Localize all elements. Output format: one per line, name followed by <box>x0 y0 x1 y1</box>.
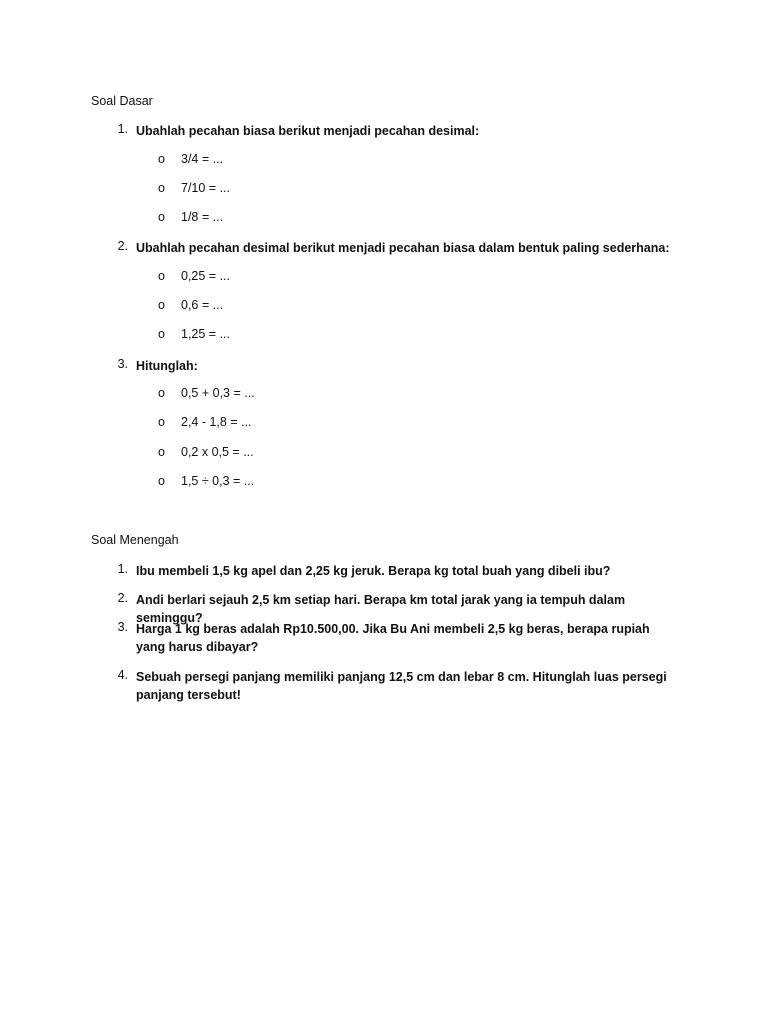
question-text: Hitunglah: <box>136 359 198 373</box>
sub-item <box>158 181 230 195</box>
sub-item <box>158 415 252 429</box>
question-text: Sebuah persegi panjang memiliki panjang 12,5 cm dan lebar 8 cm. Hitunglah luas persegi panjang tersebut! <box>136 670 667 702</box>
question-number: 1. <box>117 562 128 576</box>
question-number: 4. <box>117 668 128 682</box>
sub-item-text: 2,4 - 1,8 = ... <box>181 415 252 429</box>
question-text: Ubahlah pecahan biasa berikut menjadi pecahan desimal: <box>136 124 480 138</box>
sub-item-text: 1,5 ÷ 0,3 = ... <box>181 474 255 488</box>
sub-item-text: 0,5 + 0,3 = ... <box>181 386 255 400</box>
bullet-marker: o <box>158 415 165 429</box>
question-number: 3. <box>117 357 128 371</box>
question-number: 1. <box>117 122 128 136</box>
section-heading-soal-menengah: Soal Menengah <box>91 533 179 547</box>
sub-item <box>158 210 223 224</box>
bullet-marker: o <box>158 298 165 312</box>
sub-item-text: 7/10 = ... <box>181 181 230 195</box>
sub-item <box>158 445 254 459</box>
bullet-marker: o <box>158 181 165 195</box>
bullet-marker: o <box>158 269 165 283</box>
sub-item <box>158 298 223 312</box>
sub-item-text: 0,6 = ... <box>181 298 224 312</box>
sub-item <box>158 386 255 400</box>
sub-item-text: 0,2 x 0,5 = ... <box>181 445 254 459</box>
sub-item-text: 1,25 = ... <box>181 327 230 341</box>
bullet-marker: o <box>158 474 165 488</box>
sub-item-text: 3/4 = ... <box>181 152 224 166</box>
question-text: Ubahlah pecahan desimal berikut menjadi pecahan biasa dalam bentuk paling sederhana: <box>136 241 670 255</box>
sub-item <box>158 152 223 166</box>
sub-item <box>158 327 230 341</box>
question-number: 2. <box>117 239 128 253</box>
sub-item <box>158 269 230 283</box>
bullet-marker: o <box>158 327 165 341</box>
question-number: 3. <box>117 620 128 634</box>
sub-item <box>158 474 254 488</box>
sub-item-text: 1/8 = ... <box>181 210 224 224</box>
bullet-marker: o <box>158 210 165 224</box>
question-number: 2. <box>117 591 128 605</box>
bullet-marker: o <box>158 445 165 459</box>
question-text: Harga 1 kg beras adalah Rp10.500,00. Jika Bu Ani membeli 2,5 kg beras, berapa rupiah yang harus dibayar? <box>136 622 650 654</box>
bullet-marker: o <box>158 386 165 400</box>
bullet-marker: o <box>158 152 165 166</box>
sub-item-text: 0,25 = ... <box>181 269 230 283</box>
question-text: Ibu membeli 1,5 kg apel dan 2,25 kg jeruk. Berapa kg total buah yang dibeli ibu? <box>136 564 611 578</box>
section-heading-soal-dasar: Soal Dasar <box>91 94 153 108</box>
question-text: Andi berlari sejauh 2,5 km setiap hari. Berapa km total jarak yang ia tempuh dalam seminggu? <box>136 593 626 625</box>
